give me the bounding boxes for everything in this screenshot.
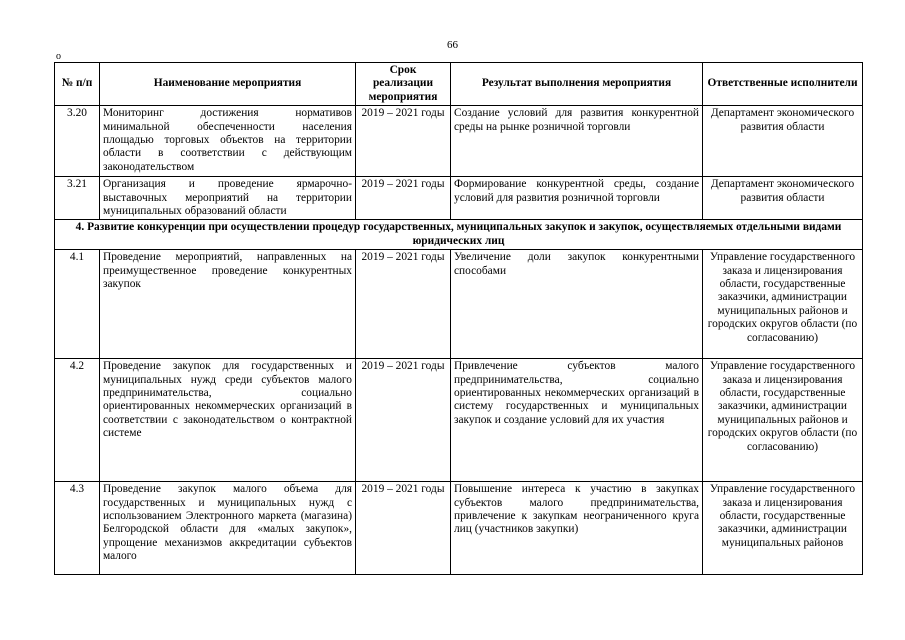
- row-result: Повышение интереса к участию в закупках субъектов малого предпринимательства, привлечение к закупкам неограниченного круга лиц (участников закупки): [451, 482, 703, 575]
- row-name: Организация и проведение ярмарочно-выставочных мероприятий на территории муниципальных образований области: [100, 177, 356, 220]
- header-term: Срок реализации мероприятия: [356, 63, 451, 106]
- row-term: 2019 – 2021 годы: [356, 250, 451, 359]
- row-term: 2019 – 2021 годы: [356, 177, 451, 220]
- row-name: Проведение мероприятий, направленных на преимущественное проведение конкурентных закупок: [100, 250, 356, 359]
- section-row: [55, 220, 863, 250]
- row-num: 4.2: [55, 359, 100, 482]
- row-num: 4.3: [55, 482, 100, 575]
- corner-mark: о: [56, 51, 61, 62]
- row-result: Создание условий для развития конкурентной среды на рынке розничной торговли: [451, 106, 703, 177]
- row-term: 2019 – 2021 годы: [356, 359, 451, 482]
- row-num: 3.20: [55, 106, 100, 177]
- page-number: 66: [447, 39, 458, 51]
- row-num: 4.1: [55, 250, 100, 359]
- header-name: Наименование мероприятия: [100, 63, 356, 106]
- row-result: Формирование конкурентной среды, создание условий для развития розничной торговли: [451, 177, 703, 220]
- row-result: Увеличение доли закупок конкурентными способами: [451, 250, 703, 359]
- header-result: Результат выполнения мероприятия: [451, 63, 703, 106]
- header-num: № п/п: [55, 63, 100, 106]
- table-row: [55, 106, 863, 177]
- table-row: [55, 359, 863, 482]
- row-name: Мониторинг достижения нормативов минимальной обеспеченности населения площадью торговых объектов на территории области в соответствии с действующим законодательством: [100, 106, 356, 177]
- row-responsible: Управление государственного заказа и лицензирования области, государственные заказчики, администрации муниципальных районов: [703, 482, 863, 575]
- row-name: Проведение закупок для государственных и муниципальных нужд среди субъектов малого предпринимательства, социально ориентированных некоммерческих организаций в соответствии с законодательством о контрактной системе: [100, 359, 356, 482]
- table-header-row: [55, 63, 863, 106]
- row-term: 2019 – 2021 годы: [356, 482, 451, 575]
- measures-table: [54, 62, 863, 575]
- section-title: 4. Развитие конкуренции при осуществлении процедур государственных, муниципальных закупок и закупок, осуществляемых отдельными видами юридических лиц: [55, 220, 863, 250]
- header-responsible: Ответственные исполнители: [703, 63, 863, 106]
- table-row: [55, 482, 863, 575]
- row-responsible: Управление государственного заказа и лицензирования области, государственные заказчики, администрации муниципальных районов и городских округов области (по согласованию): [703, 250, 863, 359]
- table-row: [55, 177, 863, 220]
- row-result: Привлечение субъектов малого предпринимательства, социально ориентированных некоммерческих организаций в систему государственных и муниципальных закупок и создание условий для их участия: [451, 359, 703, 482]
- table-row: [55, 250, 863, 359]
- row-name: Проведение закупок малого объема для государственных и муниципальных нужд с использованием Электронного маркета (магазина) Белгородской области для «малых закупок», упрощение механизмов аккредитации субъектов малого: [100, 482, 356, 575]
- row-responsible: Департамент экономического развития области: [703, 106, 863, 177]
- row-num: 3.21: [55, 177, 100, 220]
- row-term: 2019 – 2021 годы: [356, 106, 451, 177]
- row-responsible: Управление государственного заказа и лицензирования области, государственные заказчики, администрации муниципальных районов и городских округов области (по согласованию): [703, 359, 863, 482]
- row-responsible: Департамент экономического развития области: [703, 177, 863, 220]
